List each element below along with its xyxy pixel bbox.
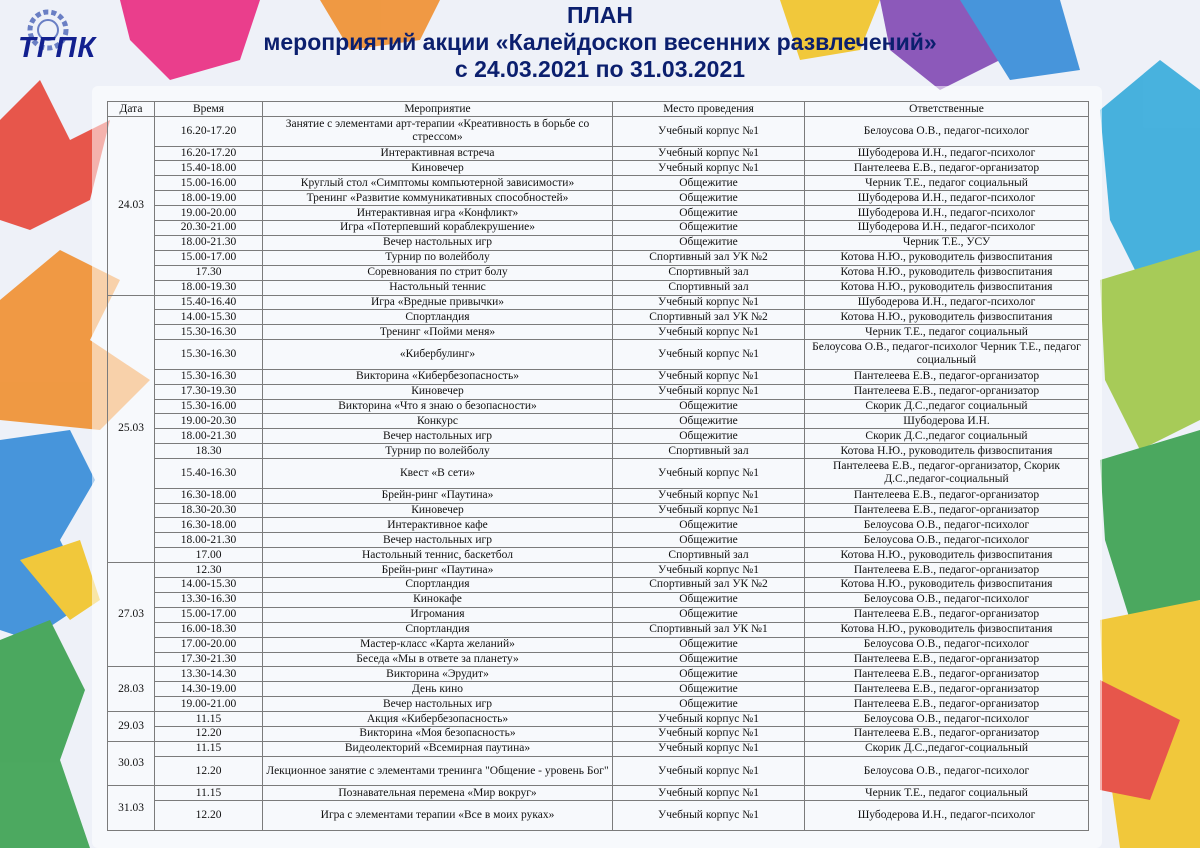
table-row bbox=[108, 235, 1089, 250]
time-cell: 18.00-21.30 bbox=[155, 429, 263, 444]
time-cell: 15.30-16.00 bbox=[155, 399, 263, 414]
event-cell: Киновечер bbox=[263, 384, 613, 399]
responsible-cell: Котова Н.Ю., руководитель физвоспитания bbox=[805, 622, 1089, 637]
responsible-cell: Пантелеева Е.В., педагог-организатор bbox=[805, 488, 1089, 503]
table-row bbox=[108, 265, 1089, 280]
time-cell: 15.30-16.30 bbox=[155, 369, 263, 384]
responsible-cell: Котова Н.Ю., руководитель физвоспитания bbox=[805, 310, 1089, 325]
time-cell: 18.30-20.30 bbox=[155, 503, 263, 518]
place-cell: Учебный корпус №1 bbox=[613, 786, 805, 801]
place-cell: Общежитие bbox=[613, 533, 805, 548]
place-cell: Общежитие bbox=[613, 414, 805, 429]
place-cell: Учебный корпус №1 bbox=[613, 146, 805, 161]
time-cell: 12.20 bbox=[155, 801, 263, 831]
responsible-cell: Котова Н.Ю., руководитель физвоспитания bbox=[805, 578, 1089, 593]
responsible-cell: Пантелеева Е.В., педагог-организатор bbox=[805, 652, 1089, 667]
event-cell: Игра «Вредные привычки» bbox=[263, 295, 613, 310]
event-cell: Брейн-ринг «Паутина» bbox=[263, 488, 613, 503]
time-cell: 14.00-15.30 bbox=[155, 310, 263, 325]
responsible-cell: Шубодерова И.Н., педагог-психолог bbox=[805, 295, 1089, 310]
place-cell: Общежитие bbox=[613, 667, 805, 682]
table-row bbox=[108, 503, 1089, 518]
place-cell: Общежитие bbox=[613, 429, 805, 444]
time-cell: 15.40-18.00 bbox=[155, 161, 263, 176]
table-row bbox=[108, 533, 1089, 548]
time-cell: 17.00 bbox=[155, 548, 263, 563]
event-cell: Интерактивное кафе bbox=[263, 518, 613, 533]
table-row bbox=[108, 518, 1089, 533]
table-row bbox=[108, 310, 1089, 325]
event-cell: Киновечер bbox=[263, 503, 613, 518]
event-cell: Познавательная перемена «Мир вокруг» bbox=[263, 786, 613, 801]
table-row bbox=[108, 488, 1089, 503]
event-cell: Занятие с элементами арт-терапии «Креативность в борьбе со стрессом» bbox=[263, 117, 613, 147]
place-cell: Учебный корпус №1 bbox=[613, 295, 805, 310]
col-header-responsible: Ответственные bbox=[805, 102, 1089, 117]
place-cell: Учебный корпус №1 bbox=[613, 161, 805, 176]
time-cell: 18.00-21.30 bbox=[155, 533, 263, 548]
event-cell: Видеолекторий «Всемирная паутина» bbox=[263, 741, 613, 756]
time-cell: 17.30 bbox=[155, 265, 263, 280]
table-row bbox=[108, 697, 1089, 712]
responsible-cell: Шубодерова И.Н., педагог-психолог bbox=[805, 801, 1089, 831]
time-cell: 11.15 bbox=[155, 786, 263, 801]
time-cell: 19.00-20.30 bbox=[155, 414, 263, 429]
event-cell: Игра с элементами терапии «Все в моих руках» bbox=[263, 801, 613, 831]
table-row bbox=[108, 637, 1089, 652]
responsible-cell: Белоусова О.В., педагог-психолог bbox=[805, 712, 1089, 727]
place-cell: Учебный корпус №1 bbox=[613, 325, 805, 340]
table-row bbox=[108, 414, 1089, 429]
table-row bbox=[108, 340, 1089, 370]
date-cell: 31.03 bbox=[108, 786, 155, 830]
place-cell: Спортивный зал bbox=[613, 444, 805, 459]
event-cell: Турнир по волейболу bbox=[263, 444, 613, 459]
col-header-date: Дата bbox=[108, 102, 155, 117]
college-logo bbox=[14, 4, 136, 66]
place-cell: Общежитие bbox=[613, 235, 805, 250]
date-cell: 25.03 bbox=[108, 295, 155, 563]
place-cell: Общежитие bbox=[613, 206, 805, 221]
time-cell: 14.00-15.30 bbox=[155, 578, 263, 593]
event-cell: Кинокафе bbox=[263, 592, 613, 607]
event-cell: Тренинг «Развитие коммуникативных способностей» bbox=[263, 191, 613, 206]
event-cell: Конкурс bbox=[263, 414, 613, 429]
time-cell: 14.30-19.00 bbox=[155, 682, 263, 697]
place-cell: Общежитие bbox=[613, 518, 805, 533]
time-cell: 18.30 bbox=[155, 444, 263, 459]
table-row bbox=[108, 563, 1089, 578]
responsible-cell: Пантелеева Е.В., педагог-организатор bbox=[805, 503, 1089, 518]
place-cell: Учебный корпус №1 bbox=[613, 726, 805, 741]
responsible-cell: Пантелеева Е.В., педагог-организатор bbox=[805, 667, 1089, 682]
table-row bbox=[108, 191, 1089, 206]
responsible-cell: Белоусова О.В., педагог-психолог bbox=[805, 518, 1089, 533]
table-row bbox=[108, 176, 1089, 191]
table-body bbox=[108, 117, 1089, 831]
place-cell: Общежитие bbox=[613, 637, 805, 652]
header-subtitle: мероприятий акции «Калейдоскоп весенних развлечений» bbox=[263, 29, 937, 55]
time-cell: 16.30-18.00 bbox=[155, 488, 263, 503]
place-cell: Общежитие bbox=[613, 697, 805, 712]
place-cell: Общежитие bbox=[613, 682, 805, 697]
responsible-cell: Котова Н.Ю., руководитель физвоспитания bbox=[805, 265, 1089, 280]
responsible-cell: Шубодерова И.Н., педагог-психолог bbox=[805, 221, 1089, 236]
time-cell: 15.00-17.00 bbox=[155, 607, 263, 622]
place-cell: Спортивный зал УК №2 bbox=[613, 578, 805, 593]
responsible-cell: Черник Т.Е., педагог социальный bbox=[805, 786, 1089, 801]
date-cell: 24.03 bbox=[108, 117, 155, 296]
place-cell: Общежитие bbox=[613, 607, 805, 622]
responsible-cell: Котова Н.Ю., руководитель физвоспитания bbox=[805, 444, 1089, 459]
table-row bbox=[108, 280, 1089, 295]
table-row bbox=[108, 429, 1089, 444]
col-header-time: Время bbox=[155, 102, 263, 117]
time-cell: 17.30-21.30 bbox=[155, 652, 263, 667]
table-row bbox=[108, 741, 1089, 756]
event-cell: Спортландия bbox=[263, 310, 613, 325]
time-cell: 15.30-16.30 bbox=[155, 325, 263, 340]
responsible-cell: Шубодерова И.Н. bbox=[805, 414, 1089, 429]
responsible-cell: Котова Н.Ю., руководитель физвоспитания bbox=[805, 250, 1089, 265]
header-period: с 24.03.2021 по 31.03.2021 bbox=[454, 56, 746, 82]
table-row bbox=[108, 682, 1089, 697]
table-row bbox=[108, 369, 1089, 384]
event-cell: Брейн-ринг «Паутина» bbox=[263, 563, 613, 578]
place-cell: Учебный корпус №1 bbox=[613, 712, 805, 727]
place-cell: Спортивный зал bbox=[613, 280, 805, 295]
table-row bbox=[108, 667, 1089, 682]
responsible-cell: Пантелеева Е.В., педагог-организатор bbox=[805, 682, 1089, 697]
responsible-cell: Скорик Д.С.,педагог-социальный bbox=[805, 741, 1089, 756]
event-cell: Настольный теннис bbox=[263, 280, 613, 295]
place-cell: Учебный корпус №1 bbox=[613, 503, 805, 518]
event-cell: Квест «В сети» bbox=[263, 459, 613, 489]
table-row bbox=[108, 384, 1089, 399]
responsible-cell: Котова Н.Ю., руководитель физвоспитания bbox=[805, 280, 1089, 295]
event-cell: Интерактивная игра «Конфликт» bbox=[263, 206, 613, 221]
time-cell: 16.30-18.00 bbox=[155, 518, 263, 533]
responsible-cell: Белоусова О.В., педагог-психолог bbox=[805, 533, 1089, 548]
event-cell: Викторина «Кибербезопасность» bbox=[263, 369, 613, 384]
table-header-row bbox=[108, 102, 1089, 117]
place-cell: Спортивный зал УК №2 bbox=[613, 250, 805, 265]
place-cell: Общежитие bbox=[613, 592, 805, 607]
table-row bbox=[108, 399, 1089, 414]
event-cell: Викторина «Эрудит» bbox=[263, 667, 613, 682]
event-cell: Турнир по волейболу bbox=[263, 250, 613, 265]
time-cell: 12.30 bbox=[155, 563, 263, 578]
place-cell: Общежитие bbox=[613, 399, 805, 414]
event-cell: Спортландия bbox=[263, 622, 613, 637]
table-row bbox=[108, 117, 1089, 147]
place-cell: Общежитие bbox=[613, 221, 805, 236]
table-row bbox=[108, 250, 1089, 265]
table-row bbox=[108, 325, 1089, 340]
time-cell: 17.30-19.30 bbox=[155, 384, 263, 399]
event-cell: Настольный теннис, баскетбол bbox=[263, 548, 613, 563]
place-cell: Общежитие bbox=[613, 191, 805, 206]
responsible-cell: Пантелеева Е.В., педагог-организатор, Скорик Д.С.,педагог-социальный bbox=[805, 459, 1089, 489]
table-row bbox=[108, 712, 1089, 727]
events-table bbox=[107, 101, 1089, 831]
responsible-cell: Пантелеева Е.В., педагог-организатор bbox=[805, 384, 1089, 399]
event-cell: Интерактивная встреча bbox=[263, 146, 613, 161]
place-cell: Учебный корпус №1 bbox=[613, 741, 805, 756]
time-cell: 20.30-21.00 bbox=[155, 221, 263, 236]
responsible-cell: Белоусова О.В., педагог-психолог Черник Т.Е., педагог социальный bbox=[805, 340, 1089, 370]
place-cell: Учебный корпус №1 bbox=[613, 340, 805, 370]
table-row bbox=[108, 444, 1089, 459]
place-cell: Учебный корпус №1 bbox=[613, 801, 805, 831]
table-row bbox=[108, 206, 1089, 221]
date-cell: 27.03 bbox=[108, 563, 155, 667]
event-cell: Игра «Потерпевший кораблекрушение» bbox=[263, 221, 613, 236]
event-cell: Тренинг «Пойми меня» bbox=[263, 325, 613, 340]
table-row bbox=[108, 146, 1089, 161]
table-row bbox=[108, 786, 1089, 801]
time-cell: 13.30-16.30 bbox=[155, 592, 263, 607]
time-cell: 18.00-21.30 bbox=[155, 235, 263, 250]
date-cell: 28.03 bbox=[108, 667, 155, 712]
time-cell: 17.00-20.00 bbox=[155, 637, 263, 652]
place-cell: Спортивный зал УК №2 bbox=[613, 310, 805, 325]
event-cell: Вечер настольных игр bbox=[263, 429, 613, 444]
responsible-cell: Шубодерова И.Н., педагог-психолог bbox=[805, 206, 1089, 221]
responsible-cell: Белоусова О.В., педагог-психолог bbox=[805, 592, 1089, 607]
event-cell: Игромания bbox=[263, 607, 613, 622]
responsible-cell: Пантелеева Е.В., педагог-организатор bbox=[805, 726, 1089, 741]
event-cell: Беседа «Мы в ответе за планету» bbox=[263, 652, 613, 667]
header-title: ПЛАН bbox=[567, 2, 633, 28]
place-cell: Учебный корпус №1 bbox=[613, 384, 805, 399]
table-row bbox=[108, 756, 1089, 786]
event-cell: Лекционное занятие с элементами тренинга "Общение - уровень Бог" bbox=[263, 756, 613, 786]
event-cell: Круглый стол «Симптомы компьютерной зависимости» bbox=[263, 176, 613, 191]
time-cell: 15.40-16.40 bbox=[155, 295, 263, 310]
time-cell: 12.20 bbox=[155, 756, 263, 786]
responsible-cell: Белоусова О.В., педагог-психолог bbox=[805, 117, 1089, 147]
event-cell: Викторина «Что я знаю о безопасности» bbox=[263, 399, 613, 414]
place-cell: Учебный корпус №1 bbox=[613, 756, 805, 786]
time-cell: 19.00-21.00 bbox=[155, 697, 263, 712]
time-cell: 16.20-17.20 bbox=[155, 146, 263, 161]
responsible-cell: Пантелеева Е.В., педагог-организатор bbox=[805, 697, 1089, 712]
time-cell: 16.20-17.20 bbox=[155, 117, 263, 147]
responsible-cell: Скорик Д.С.,педагог социальный bbox=[805, 429, 1089, 444]
event-cell: Вечер настольных игр bbox=[263, 235, 613, 250]
place-cell: Общежитие bbox=[613, 176, 805, 191]
responsible-cell: Шубодерова И.Н., педагог-психолог bbox=[805, 146, 1089, 161]
table-row bbox=[108, 801, 1089, 831]
event-cell: Вечер настольных игр bbox=[263, 697, 613, 712]
table-row bbox=[108, 459, 1089, 489]
place-cell: Учебный корпус №1 bbox=[613, 563, 805, 578]
table-row bbox=[108, 548, 1089, 563]
table-row bbox=[108, 622, 1089, 637]
event-cell: Соревнования по стрит болу bbox=[263, 265, 613, 280]
time-cell: 12.20 bbox=[155, 726, 263, 741]
responsible-cell: Пантелеева Е.В., педагог-организатор bbox=[805, 563, 1089, 578]
time-cell: 11.15 bbox=[155, 712, 263, 727]
logo-text: ТГПК bbox=[18, 32, 97, 64]
responsible-cell: Шубодерова И.Н., педагог-психолог bbox=[805, 191, 1089, 206]
place-cell: Учебный корпус №1 bbox=[613, 488, 805, 503]
place-cell: Спортивный зал bbox=[613, 548, 805, 563]
responsible-cell: Котова Н.Ю., руководитель физвоспитания bbox=[805, 548, 1089, 563]
time-cell: 15.00-17.00 bbox=[155, 250, 263, 265]
time-cell: 18.00-19.00 bbox=[155, 191, 263, 206]
table-row bbox=[108, 161, 1089, 176]
event-cell: Акция «Кибербезопасность» bbox=[263, 712, 613, 727]
place-cell: Спортивный зал bbox=[613, 265, 805, 280]
time-cell: 15.00-16.00 bbox=[155, 176, 263, 191]
table-row bbox=[108, 295, 1089, 310]
event-cell: Мастер-класс «Карта желаний» bbox=[263, 637, 613, 652]
table-row bbox=[108, 221, 1089, 236]
col-header-place: Место проведения bbox=[613, 102, 805, 117]
responsible-cell: Черник Т.Е., педагог социальный bbox=[805, 176, 1089, 191]
table-row bbox=[108, 607, 1089, 622]
place-cell: Учебный корпус №1 bbox=[613, 369, 805, 384]
date-cell: 29.03 bbox=[108, 712, 155, 742]
time-cell: 18.00-19.30 bbox=[155, 280, 263, 295]
event-cell: Спортландия bbox=[263, 578, 613, 593]
table-row bbox=[108, 592, 1089, 607]
document-header bbox=[0, 0, 1200, 90]
event-cell: День кино bbox=[263, 682, 613, 697]
responsible-cell: Белоусова О.В., педагог-психолог bbox=[805, 637, 1089, 652]
responsible-cell: Скорик Д.С.,педагог социальный bbox=[805, 399, 1089, 414]
time-cell: 15.30-16.30 bbox=[155, 340, 263, 370]
event-cell: Вечер настольных игр bbox=[263, 533, 613, 548]
responsible-cell: Белоусова О.В., педагог-психолог bbox=[805, 756, 1089, 786]
event-cell: Викторина «Моя безопасность» bbox=[263, 726, 613, 741]
responsible-cell: Пантелеева Е.В., педагог-организатор bbox=[805, 161, 1089, 176]
time-cell: 19.00-20.00 bbox=[155, 206, 263, 221]
responsible-cell: Пантелеева Е.В., педагог-организатор bbox=[805, 607, 1089, 622]
responsible-cell: Черник Т.Е., педагог социальный bbox=[805, 325, 1089, 340]
responsible-cell: Черник Т.Е., УСУ bbox=[805, 235, 1089, 250]
col-header-event: Мероприятие bbox=[263, 102, 613, 117]
place-cell: Спортивный зал УК №1 bbox=[613, 622, 805, 637]
time-cell: 11.15 bbox=[155, 741, 263, 756]
table-row bbox=[108, 652, 1089, 667]
place-cell: Общежитие bbox=[613, 652, 805, 667]
event-cell: «Кибербулинг» bbox=[263, 340, 613, 370]
date-cell: 30.03 bbox=[108, 741, 155, 785]
place-cell: Учебный корпус №1 bbox=[613, 459, 805, 489]
event-cell: Киновечер bbox=[263, 161, 613, 176]
time-cell: 15.40-16.30 bbox=[155, 459, 263, 489]
responsible-cell: Пантелеева Е.В., педагог-организатор bbox=[805, 369, 1089, 384]
table-row bbox=[108, 578, 1089, 593]
time-cell: 16.00-18.30 bbox=[155, 622, 263, 637]
table-row bbox=[108, 726, 1089, 741]
place-cell: Учебный корпус №1 bbox=[613, 117, 805, 147]
time-cell: 13.30-14.30 bbox=[155, 667, 263, 682]
